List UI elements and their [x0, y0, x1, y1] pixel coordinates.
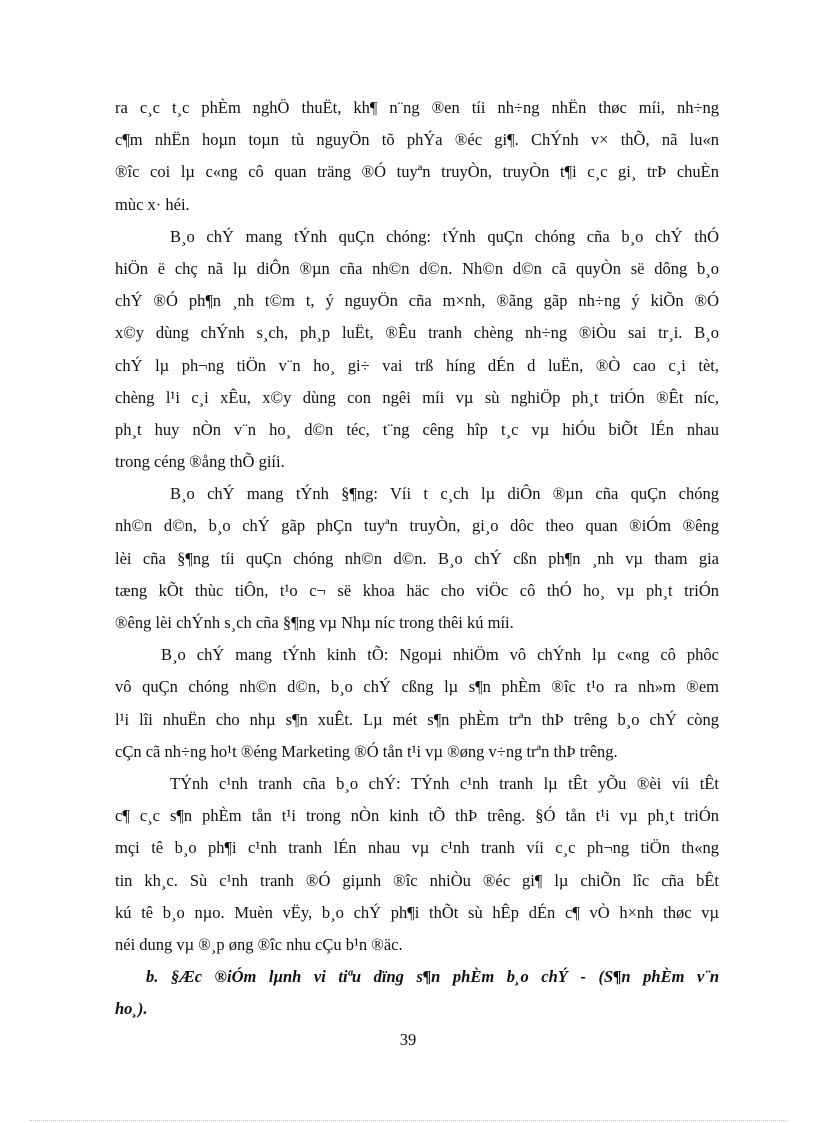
section-heading-line: b. §Æc ®iÓm lµnh vi tiªu dïng s¶n phÈm b¸o chÝ - (S¶n phÈm v¨n [146, 967, 719, 987]
text-line: B¸o chÝ mang tÝnh §¶ng: Víi t c¸ch lµ diÔn ®µn cña quÇn chóng [170, 484, 719, 504]
text-line: lèi cña §¶ng tíi quÇn chóng nh©n d©n. B¸o chÝ cßn ph¶n ¸nh vµ tham gia [115, 548, 719, 568]
text-line: trong céng ®ång thÕ giíi. [115, 452, 285, 472]
text-line: ra c¸c t¸c phÈm nghÖ thuËt, kh¶ n¨ng ®en tíi nh÷ng nhËn thøc míi, nh÷ng [115, 98, 719, 117]
text-line: chèng l¹i c¸i xÊu, x©y dùng con ngêi míi vµ sù nghiÖp ph¸t triÓn ®Êt níc, [115, 387, 719, 407]
text-line: nh©n d©n, b¸o chÝ gãp phÇn tuyªn truyÒn, gi¸o dôc theo quan ®iÓm ®êng [115, 516, 719, 536]
text-line: chÝ lµ ph¬ng tiÖn v¨n ho¸ gi÷ vai trß híng dÉn d luËn, ®Ò cao c¸i tèt, [115, 355, 719, 375]
text-line: l¹i lîi nhuËn cho nhµ s¶n xuÊt. Lµ mét s¶n phÈm trªn thÞ trêng b¸o chÝ còng [115, 709, 719, 729]
text-line: tæng kÕt thùc tiÔn, t¹o c¬ së khoa häc cho viÖc cô thÓ ho¸ vµ ph¸t triÓn [115, 580, 719, 600]
text-line: ph¸t huy nÒn v¨n ho¸ d©n téc, t¨ng cêng hîp t¸c vµ hiÓu biÕt lÉn nhau [115, 419, 719, 439]
text-line: hiÖn ë chç nã lµ diÔn ®µn cña nh©n d©n. Nh©n d©n cã quyÒn së dông b¸o [115, 258, 719, 278]
text-line: mùc x· héi. [115, 194, 190, 214]
text-line: chÝ ®Ó ph¶n ¸nh t©m t, ý nguyÖn cña m×nh, ®ãng gãp nh÷ng ý kiÕn ®Ó [115, 291, 719, 311]
text-line: mçi tê b¸o ph¶i c¹nh tranh lÉn nhau vµ c¹nh tranh víi c¸c ph¬ng tiÖn th«ng [115, 838, 719, 858]
text-line: B¸o chÝ mang tÝnh kinh tÕ: Ngoµi nhiÖm vô chÝnh lµ c«ng cô phôc [161, 645, 719, 665]
text-line: TÝnh c¹nh tranh cña b¸o chÝ: TÝnh c¹nh tranh lµ tÊt yÕu ®èi víi tÊt [170, 773, 719, 793]
text-line: x©y dùng chÝnh s¸ch, ph¸p luËt, ®Êu tranh chèng nh÷ng ®iÒu sai tr¸i. B¸o [115, 323, 719, 343]
page-bottom-divider [30, 1120, 786, 1121]
text-line: ®îc coi lµ c«ng cô quan träng ®Ó tuyªn truyÒn, truyÒn t¶i c¸c gi¸ trÞ chuÈn [115, 162, 719, 182]
page-number: 39 [399, 1030, 417, 1049]
section-heading-line: ho¸). [115, 999, 148, 1019]
text-line: B¸o chÝ mang tÝnh quÇn chóng: tÝnh quÇn chóng cña b¸o chÝ thÓ [170, 226, 719, 246]
text-line: kú tê b¸o nµo. Muèn vËy, b¸o chÝ ph¶i thÕt sù hÊp dÉn c¶ vÒ h×nh thøc vµ [115, 902, 719, 922]
text-line: c¶ c¸c s¶n phÈm tån t¹i trong nÒn kinh tÕ thÞ trêng. §Ó tån t¹i vµ ph¸t triÓn [115, 806, 719, 826]
text-line: ®êng lèi chÝnh s¸ch cña §¶ng vµ Nhµ níc trong thêi kú míi. [115, 613, 514, 632]
text-line: tin kh¸c. Sù c¹nh tranh ®Ó giµnh ®îc nhiÒu ®éc gi¶ lµ chiÕn lîc cña bÊt [115, 870, 719, 890]
text-line: c¶m nhËn hoµn toµn tù nguyÖn tõ phÝa ®éc gi¶. ChÝnh v× thÕ, nã lu«n [115, 130, 719, 150]
text-line: vô quÇn chóng nh©n d©n, b¸o chÝ cßng lµ s¶n phÈm ®îc t¹o ra nh»m ®em [115, 677, 719, 697]
body-text [115, 92, 719, 1025]
text-line: néi dung vµ ®¸p øng ®îc nhu cÇu b¹n ®äc. [115, 934, 403, 954]
text-line: cÇn cã nh÷ng ho¹t ®éng Marketing ®Ó tån t¹i vµ ®øng v÷ng trªn thÞ trêng. [115, 741, 618, 761]
